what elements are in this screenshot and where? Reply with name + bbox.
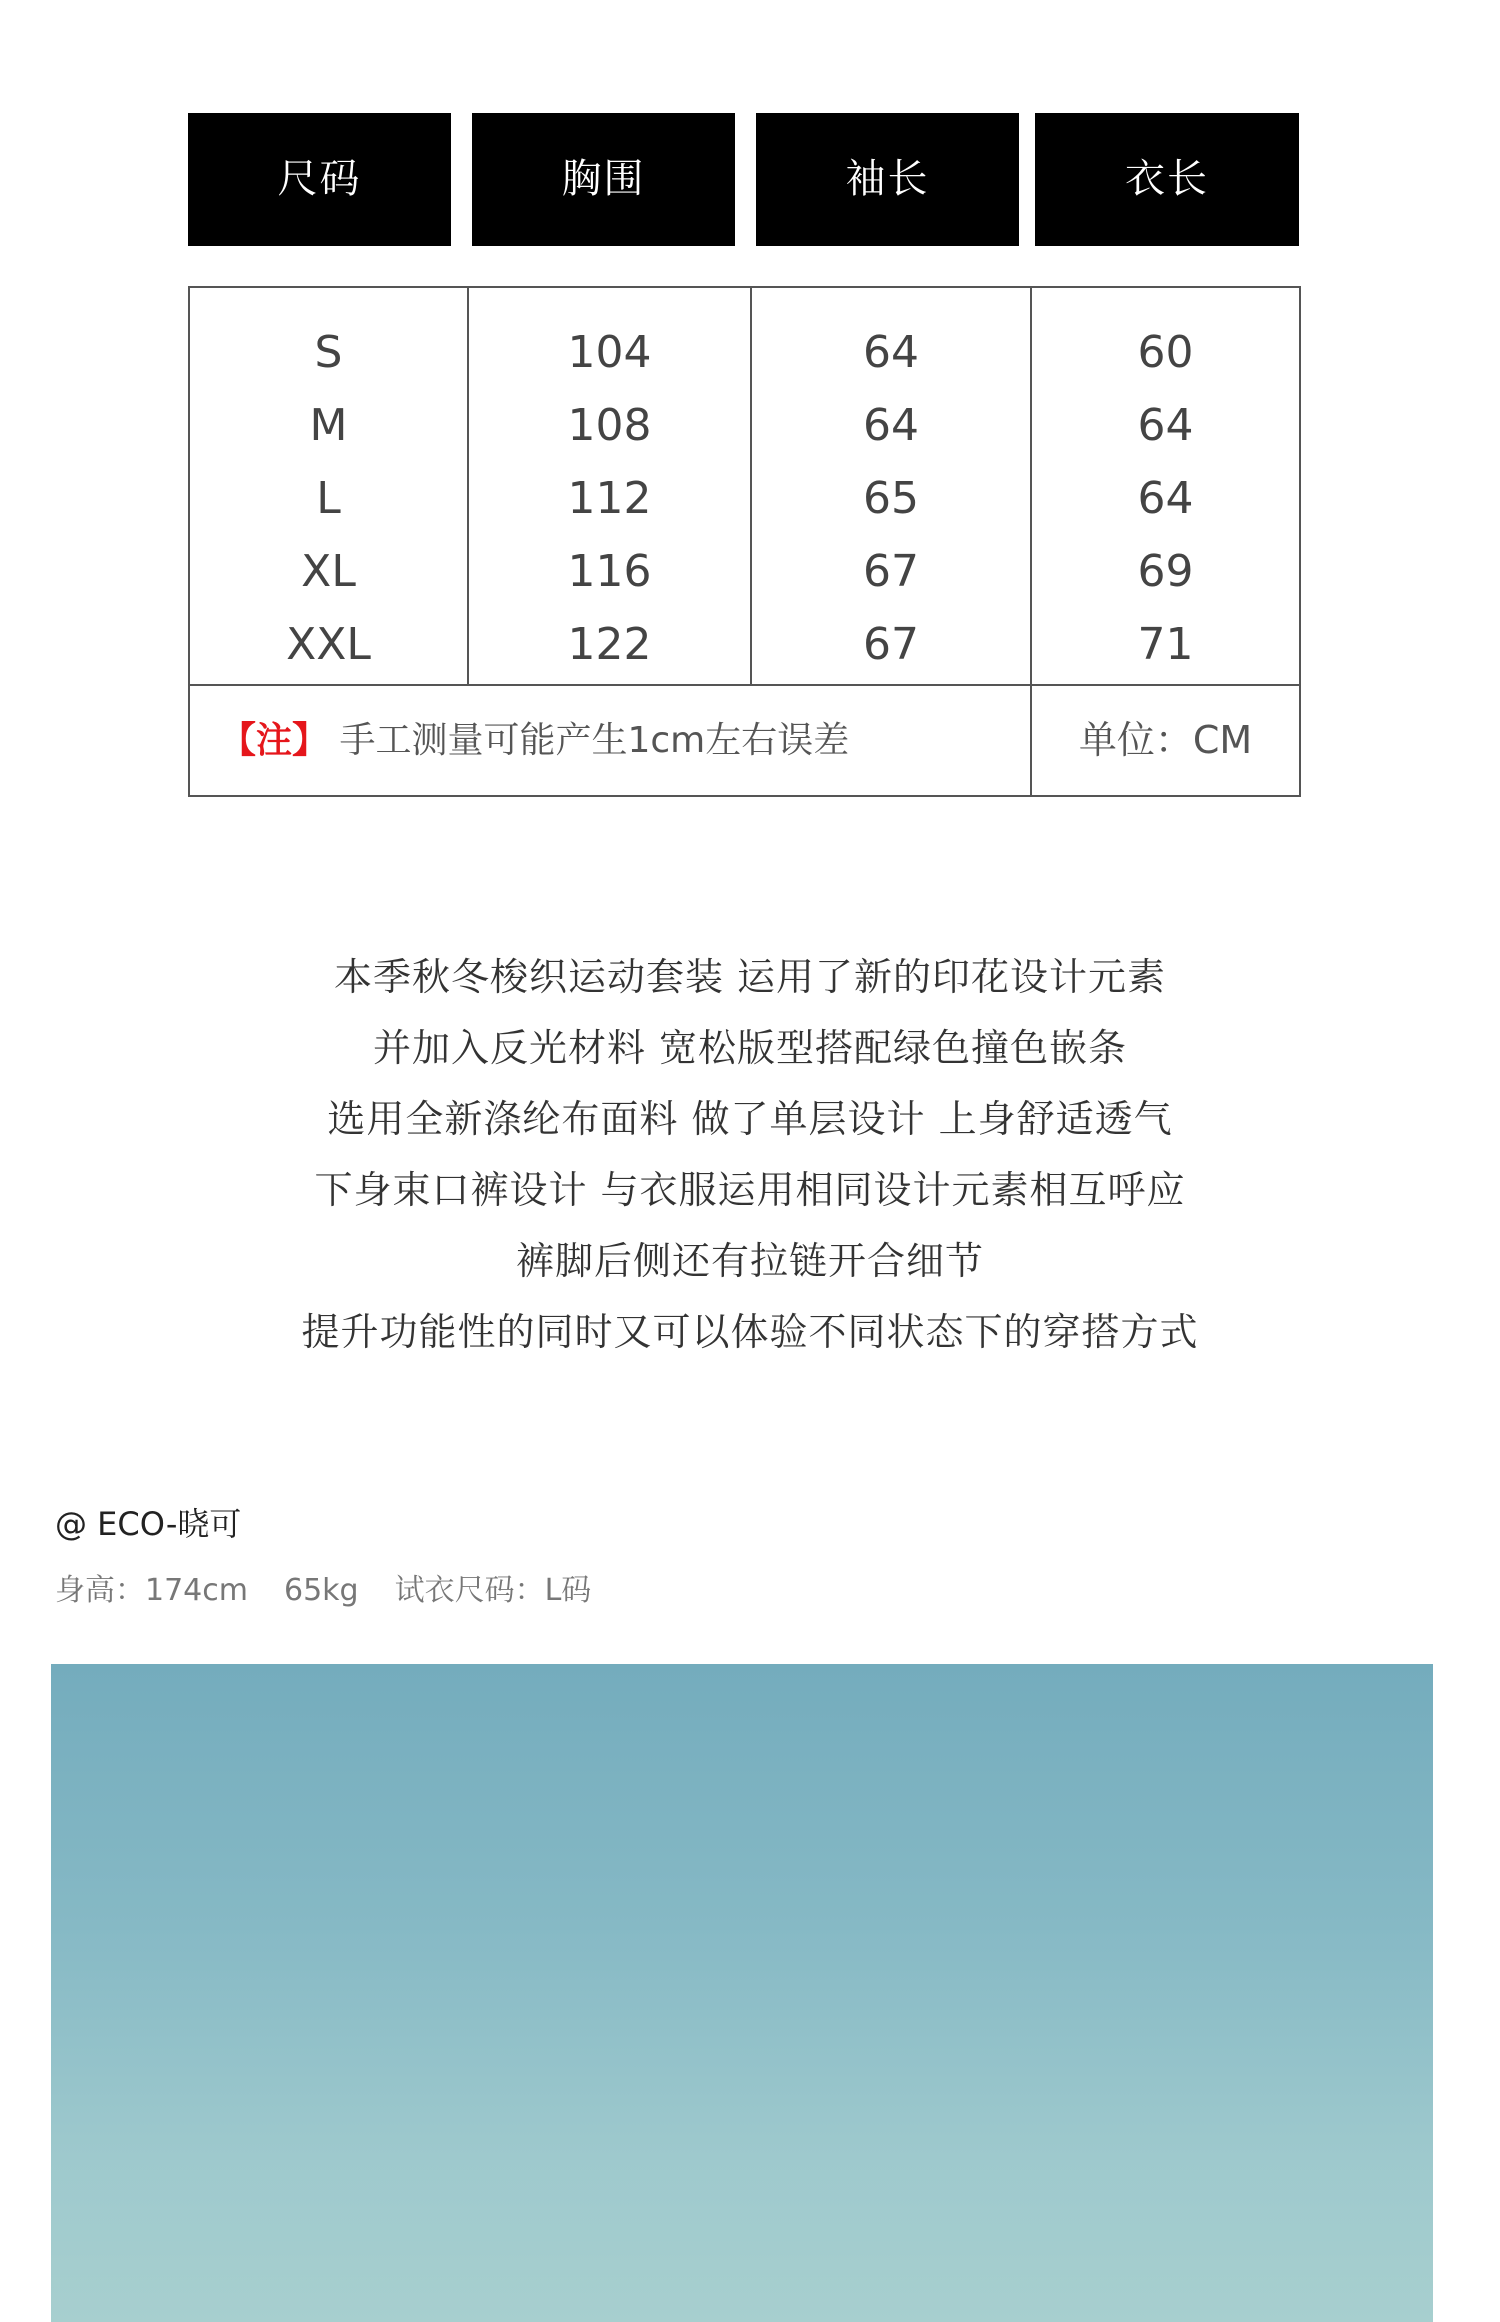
description-line: 下身束口裤设计 与衣服运用相同设计元素相互呼应 [314,1168,1186,1212]
model-stats [55,1570,627,1612]
header-length: 衣长 [1035,113,1299,246]
description-line: 裤脚后侧还有拉链开合细节 [515,1239,984,1283]
column-chest [469,288,752,684]
size-value: XXL [286,619,371,670]
column-size [190,288,469,684]
description-line: 选用全新涤纶布面料 做了单层设计 上身舒适透气 [327,1097,1173,1141]
unit-label: 单位：CM [1078,718,1253,762]
description-line: 并加入反光材料 宽松版型搭配绿色撞色嵌条 [372,1026,1128,1070]
chest-value: 104 [567,327,652,378]
sleeve-value: 67 [863,546,919,597]
description-line: 本季秋冬梭织运动套装 运用了新的印花设计元素 [333,955,1167,999]
chest-value: 112 [567,473,652,524]
product-description [0,942,1500,1368]
model-name: @ ECO-晓可 [55,1505,242,1543]
size-chart-footer [190,684,1299,795]
size-value: XL [301,546,356,597]
model-weight: 65kg [283,1573,359,1608]
length-value: 71 [1137,619,1194,670]
model-height: 身高：174cm [55,1573,248,1608]
header-chest: 胸围 [472,113,735,246]
length-value: 60 [1137,327,1194,378]
length-value: 64 [1137,400,1194,451]
description-line: 提升功能性的同时又可以体验不同状态下的穿搭方式 [301,1310,1199,1354]
size-chart-header [188,113,1299,246]
sleeve-value: 64 [863,400,919,451]
chest-value: 108 [567,400,652,451]
note-text: 手工测量可能产生1cm左右误差 [339,720,850,761]
sleeve-value: 65 [863,473,919,524]
length-value: 69 [1137,546,1194,597]
measurement-note [190,686,1032,795]
header-size: 尺码 [188,113,451,246]
sleeve-value: 67 [863,619,919,670]
chest-value: 116 [567,546,652,597]
length-value: 64 [1137,473,1194,524]
chest-value: 122 [567,619,652,670]
model-fit-size: 试衣尺码：L码 [394,1573,592,1608]
header-sleeve: 袖长 [756,113,1019,246]
size-chart-table [188,286,1301,797]
size-value: L [316,473,341,524]
column-sleeve [752,288,1032,684]
product-photo [51,1664,1433,2322]
sleeve-value: 64 [863,327,919,378]
note-tag: 【注】 [220,720,329,761]
size-value: M [309,400,348,451]
column-length [1032,288,1299,684]
size-value: S [314,327,343,378]
